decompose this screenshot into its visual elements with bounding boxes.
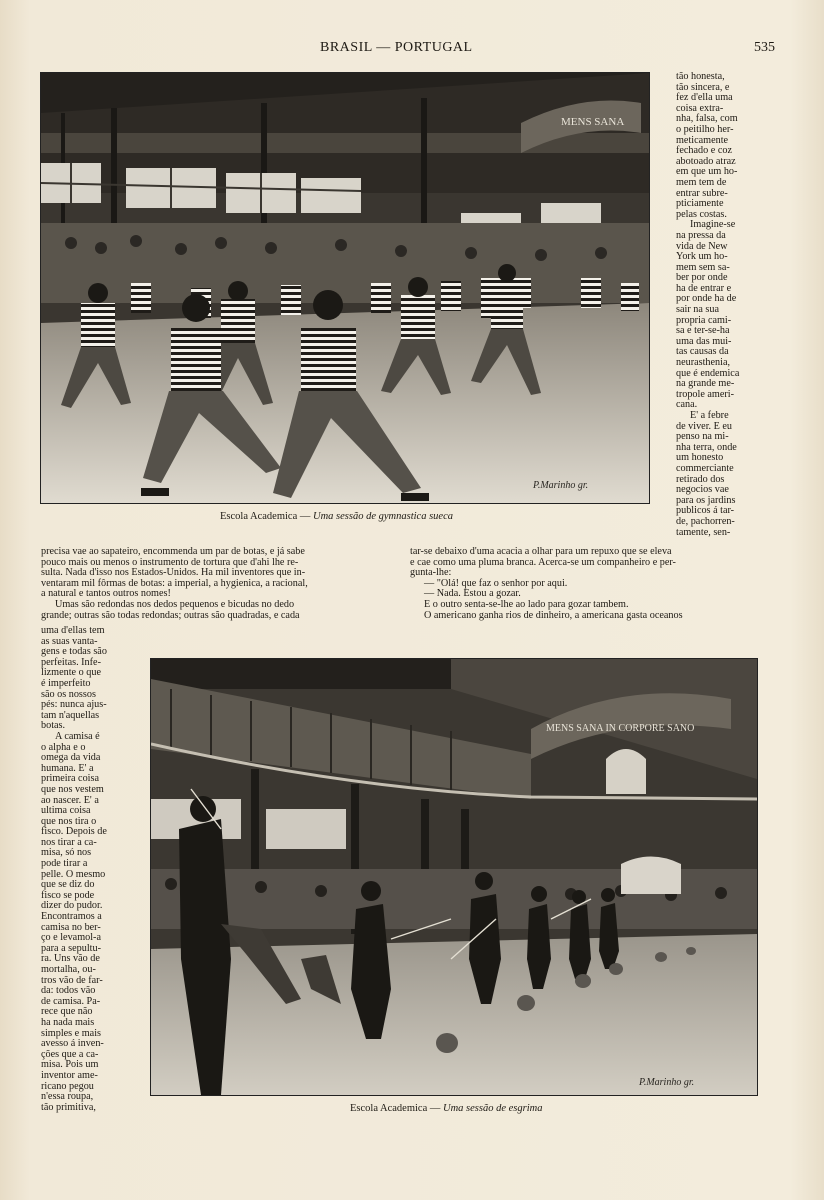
text-line: um honesto [676,452,724,464]
text-line: York um ho- [676,251,728,263]
text-line: pés: nunca ajus- [41,699,107,711]
text-line: sair na sua [676,304,719,316]
text-line: são os nossos [41,688,96,700]
text-line: misa. Pois um [41,1059,99,1071]
text-line: pticiamente [676,198,724,210]
text-line: abotoado atraz [676,155,736,167]
text-line: mem tem de [676,176,727,188]
text-line: sa e ter-se-ha [676,325,730,337]
text-line: que nos vestem [41,783,104,795]
text-line: ra. Uns vão de [41,953,100,965]
text-line: sulta. Nada d'isso nos Estados-Unidos. Ha mil inventores que in- [41,567,306,579]
banner-text: MENS SANA [561,116,625,128]
text-line: camisa no ber- [41,921,101,933]
text-line: coisa extra- [676,102,724,114]
text-line: tam n'aquellas [41,709,100,721]
text-line: E o outro senta-se-lhe ao lado para gozar tambem. [424,598,629,610]
text-line: uma das mui- [676,335,732,347]
text-line: ha nada mais [41,1016,95,1028]
text-line: publicos á tar- [676,505,735,517]
text-block-left-wide [41,547,401,621]
text-line: botas. [41,720,66,732]
text-block-middle [410,547,756,621]
text-line: uma d'ellas tem [41,625,105,636]
text-line: ultima coisa [41,805,91,817]
text-line: de camisa. Pa- [41,995,101,1007]
fencing-engraving [151,659,757,1095]
text-line: dizer do pudor. [41,900,103,912]
text-line: tão honesta, [676,71,725,82]
text-line: negocios vae [676,484,729,496]
text-line: gens e todas são [41,646,107,658]
text-line: pode tirar a [41,858,88,870]
text-line: penso na mi- [676,431,729,443]
text-line: primeira coisa [41,773,99,785]
text-line: tão sincera, e [676,81,730,93]
text-line: nha terra, onde [676,441,737,453]
text-line: na grande me- [676,378,735,390]
text-line: ço e levamol-a [41,932,101,944]
text-line: entrar subre- [676,187,728,199]
text-line: fisco. Depois de [41,826,107,838]
photo-fencing [150,658,758,1096]
caption-bottom-subtitle: Uma sessão de esgrima [443,1103,543,1114]
text-line: as suas vanta- [41,635,98,647]
text-line: misa, só nos [41,847,92,859]
text-line: rece que não [41,1006,93,1018]
text-line: avesso á inven- [41,1038,104,1050]
gymnastics-engraving [41,73,649,503]
text-line: propria cami- [676,314,732,326]
text-line: tropole ameri- [676,388,734,400]
text-line: pouco mais ou menos o instrumento de tortura que d'ahi lhe re- [41,556,299,568]
text-line: retirado dos [676,473,725,485]
text-line: — Nada. Estou a gozar. [424,588,521,600]
text-line: cana. [676,399,698,411]
text-line: para os jardins [676,494,736,506]
text-line: Imagine-se [690,219,736,231]
text-line: Encontramos a [41,911,102,923]
text-line: A camisa é [55,730,100,742]
text-line: em que um ho- [676,166,738,178]
text-line: — "Olá! que faz o senhor por aqui. [424,577,568,589]
text-line: lizmente o que [41,667,101,679]
text-line: e cae como uma pluma branca. Acerca-se um companheiro e per- [410,556,676,568]
text-line: tamente, sen- [676,526,731,538]
text-line: tão primitiva, [41,1101,96,1113]
caption-top-title: Escola Academica — [220,511,311,522]
text-line: omega da vida [41,752,101,764]
caption-bottom-title: Escola Academica — [350,1103,441,1114]
text-line: vida de New [676,240,728,252]
text-column-left-narrow [41,626,123,1113]
text-line: ções que a ca- [41,1048,99,1060]
text-line: mortalha, ou- [41,964,96,975]
text-line: pelle. O mesmo [41,868,106,880]
text-line: tas causas da [676,346,729,358]
text-line: meticamente [676,134,729,146]
text-line: de viver. E eu [676,420,733,432]
text-line: neurasthenia, [676,357,731,369]
text-line: ricano pegou [41,1080,94,1092]
text-line: ber por onde [676,272,728,284]
text-line: que se diz do [41,879,95,891]
text-line: nha, falsa, com [676,113,738,125]
text-line: ventaram mil fôrmas de botas: a imperial, a hygienica, a racional, [41,577,308,589]
text-line: ha de entrar e [676,282,732,294]
text-line: perfeitas. Infe- [41,656,101,668]
text-line: fisco se pode [41,889,95,901]
page-header [0,40,824,60]
text-line: pelas costas. [676,208,727,220]
engraver-signature-bottom: P.Marinho gr. [639,1077,695,1088]
text-line: simples e mais [41,1027,101,1039]
text-line: nos tirar a ca- [41,836,97,848]
text-line: na pressa da [676,229,726,241]
text-line: ao nascer. E' a [41,794,99,806]
caption-top [220,511,453,522]
text-line: da: todos vão [41,985,96,997]
text-line: tros vão de far- [41,974,103,986]
text-line: o alpha e o [41,741,86,753]
engraver-signature: P.Marinho gr. [533,480,589,491]
caption-top-subtitle: Uma sessão de gymnastica sueca [313,511,453,522]
text-line: fez d'ella uma [676,92,733,104]
text-line: E' a febre [690,410,729,421]
text-line: gunta-lhe: [410,567,452,579]
text-line: é imperfeito [41,677,91,689]
text-line: para a sepultu- [41,942,101,954]
text-line: n'essa roupa, [41,1091,94,1103]
page-number: 535 [754,40,775,55]
text-line: a natural e tantos outros nomes! [41,588,171,600]
text-line: que é endemica [676,367,740,379]
text-line: inventor ame- [41,1069,98,1081]
text-line: tar-se debaixo d'uma acacia a olhar para um repuxo que se eleva [410,546,672,557]
banner-text-bottom: MENS SANA IN CORPORE SANO [546,723,695,734]
text-line: precisa vae ao sapateiro, encommenda um par de botas, e já sabe [41,546,305,557]
text-line: o peitilho her- [676,123,734,135]
caption-bottom [350,1103,542,1114]
text-line: commerciante [676,462,734,474]
text-column-right [676,72,752,538]
text-line: grande; outras são todas redondas; outras são quadradas, e cada [41,609,300,621]
text-line: de, pachorren- [676,515,735,527]
running-title: BRASIL — PORTUGAL [320,40,473,55]
text-line: por onde ha de [676,293,737,305]
text-line: fechado e coz [676,145,732,157]
text-line: mem sem sa- [676,261,730,273]
photo-gymnastics [40,72,650,504]
text-line: Umas são redondas nos dedos pequenos e bicudas no dedo [55,598,295,610]
text-line: que nos tira o [41,815,97,827]
text-line: O americano ganha rios de dinheiro, a americana gasta oceanos [424,609,683,621]
text-line: humana. E' a [41,762,94,774]
